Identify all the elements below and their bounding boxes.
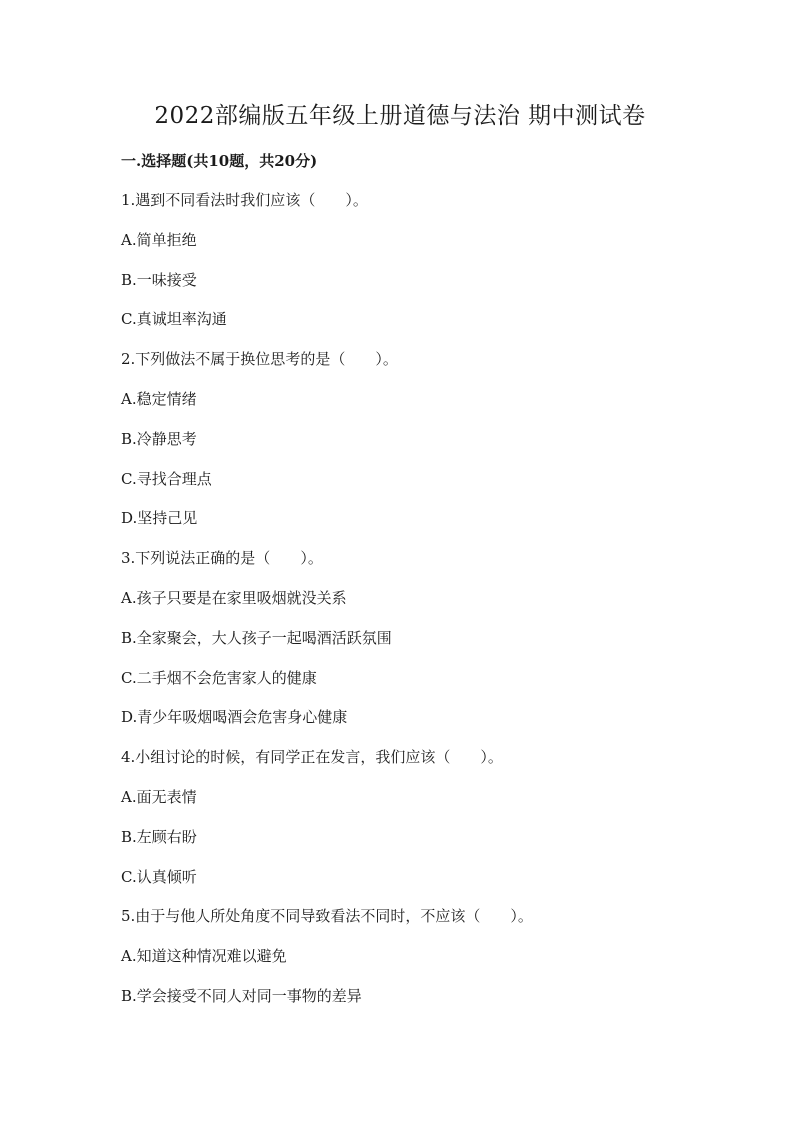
page-title: 2022部编版五年级上册道德与法治 期中测试卷 (154, 103, 646, 129)
answer-option: A.简单拒绝 (121, 230, 197, 249)
question-stem: 4.小组讨论的时候，有同学正在发言，我们应该（ ）。 (121, 748, 503, 767)
section-heading: 一.选择题(共10题，共20分) (121, 152, 318, 170)
question-stem: 5.由于与他人所处角度不同导致看法不同时，不应该（ ）。 (121, 907, 533, 926)
answer-option: B.冷静思考 (121, 429, 197, 448)
question-stem: 3.下列说法正确的是（ ）。 (121, 549, 323, 568)
answer-option: B.左顾右盼 (121, 827, 197, 846)
answer-option: D.青少年吸烟喝酒会危害身心健康 (121, 708, 348, 727)
question-list (121, 190, 761, 1026)
answer-option: C.真诚坦率沟通 (121, 310, 227, 329)
answer-option: A.知道这种情况难以避免 (121, 947, 287, 966)
answer-option: D.坚持己见 (121, 509, 198, 528)
answer-option: B.学会接受不同人对同一事物的差异 (121, 986, 362, 1005)
answer-option: C.二手烟不会危害家人的健康 (121, 668, 317, 687)
answer-option: A.稳定情绪 (121, 389, 197, 408)
answer-option: B.一味接受 (121, 270, 197, 289)
question-stem: 1.遇到不同看法时我们应该（ ）。 (121, 191, 368, 209)
answer-option: A.孩子只要是在家里吸烟就没关系 (121, 588, 347, 607)
answer-option: A.面无表情 (121, 787, 197, 806)
answer-option: C.认真倾听 (121, 867, 197, 886)
question-stem: 2.下列做法不属于换位思考的是（ ）。 (121, 350, 398, 369)
answer-option: C.寻找合理点 (121, 469, 212, 488)
answer-option: B.全家聚会，大人孩子一起喝酒活跃氛围 (121, 628, 392, 647)
